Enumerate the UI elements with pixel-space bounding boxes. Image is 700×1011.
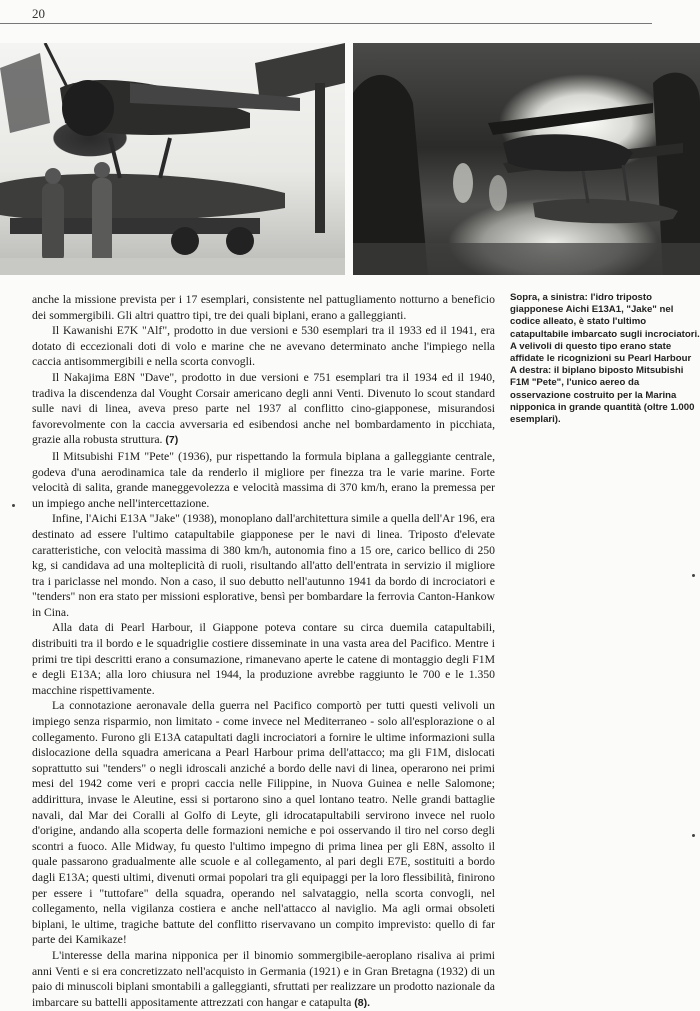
- scan-speck: [692, 574, 695, 577]
- paragraph: [32, 511, 495, 620]
- header-rule: [0, 23, 652, 24]
- paragraph-text: Il Nakajima E8N "Dave", prodotto in due versioni e 751 esemplari tra il 1934 ed il 1940, tradiva la discendenza dal Vought Corsair americano degli anni Venti. Divenuto lo scout standard sulle navi di linea, aveva preso parte nel 1937 al conflitto cino-giapponese, misurandosi favorevolmente con la caccia avversaria ed esibendosi anche nel bombardamento in picchiata, grazie alla robusta struttura.: [32, 370, 495, 447]
- footnote-ref: (8).: [354, 996, 370, 1009]
- photo-left-drawing: [0, 43, 345, 275]
- paragraph: [32, 948, 495, 1011]
- paragraph-text: anche la missione prevista per i 17 esemplari, consistente nel pattugliamento notturno a beneficio dei sommergibili. Gli altri quattro tipi, tre dei quali biplani, erano a galleggianti.: [32, 293, 495, 322]
- paragraph: [32, 698, 495, 948]
- biplane-seaplane-night-photo: [353, 43, 700, 275]
- paragraph-text: L'interesse della marina nipponica per il binomio sommergibile-aeroplano risaliva ai primi anni Venti e si era concretizzato nell'acquisto in Germania (1921) e in Gran Bretagna (1932) di un paio di minuscoli biplani smontabili a galleggianti, sfruttati per realizzare un prodotto nazionale da imbarcare su battelli appositamente attrezzati con hangar e catapulta: [32, 948, 495, 1009]
- paragraph-text: Infine, l'Aichi E13A "Jake" (1938), monoplano dall'architettura simile a quella dell'Ar 196, era destinato ad essere l'ultimo catapultabile giapponese per le navi di linea. Triposto d'elevate caratteristiche, con velocità massima di 380 km/h, autonomia fino a 15 ore, carico bellico di 250 kg, si candidava ad una molteplicità di ruoli, risultando all'atto dell'entrata in servizio il migliore tra i pariclasse nel mondo. Non a caso, il suo debutto nell'autunno 1941 da bordo di incrociatori e "tenders" non era stato per missioni esplorative, bensì per bombardare la ferrovia Canton-Hankow in Cina.: [32, 512, 495, 619]
- scan-speck: [12, 504, 15, 507]
- footnote-ref: (7): [165, 434, 179, 447]
- paragraph: [32, 323, 495, 370]
- page-number: 20: [32, 6, 45, 21]
- paragraph: [32, 449, 495, 511]
- seaplane-on-crane-photo: [0, 43, 345, 275]
- article-body: [32, 292, 495, 1011]
- paragraph-text: Il Mitsubishi F1M "Pete" (1936), pur rispettando la formula biplana a galleggiante centrale, godeva d'una aerodinamica tale da renderlo il migliore per finezza tra le varie marine. Forte velocità di salita, grande maneggevolezza e velocità massima di 370 km/h, erano la premessa per un impiego anche nell'intercettazione.: [32, 449, 495, 510]
- photo-caption: Sopra, a sinistra: l'idro triposto giapponese Aichi E13A1, "Jake" nel codice alleato, è stato l'ultimo catapultabile imbarcato sugli incrociatori. A velivoli di questo tipo erano state affidate le ricognizioni su Pearl Harbour A destra: il biplano biposto Mitsubishi F1M "Pete", l'unico aereo da osservazione costruito per la Marina nipponica in grande quantità (oltre 1.000 esemplari).: [510, 292, 700, 426]
- paragraph: [32, 292, 495, 323]
- scan-speck: [692, 834, 695, 837]
- photo-right-drawing: [353, 43, 700, 275]
- paragraph: [32, 370, 495, 449]
- paragraph: [32, 620, 495, 698]
- paragraph-text: Il Kawanishi E7K "Alf", prodotto in due versioni e 530 esemplari tra il 1933 ed il 1941, era dotato di eccezionali doti di volo e marine che ne avevano determinato anche l'impiego nella caccia antisommergibili e nella scorta convogli.: [32, 324, 495, 369]
- paragraph-text: Alla data di Pearl Harbour, il Giappone poteva contare su circa duemila catapultabili, distribuiti tra il bordo e le squadriglie costiere disseminate in una vasta area del Pacifico. Mentre i primi tre tipi descritti erano a consumazione, rimanevano aperte le catene di montaggio degli F1M e degli E13A; alla loro chiusura nel 1944, la produzione avrebbe raggiunto le 700 e le 1.350 macchine rispettivamente.: [32, 621, 495, 697]
- paragraph-text: La connotazione aeronavale della guerra nel Pacifico comportò per tutti questi velivoli un impiego senza risparmio, non limitato - come invece nel Mediterraneo - solo all'esplorazione o al collegamento. Furono gli E13A catapultati dagli incrociatori a fornire le ultime informazioni sulla dislocazione della squadra americana a Pearl Harbour prima dell'attacco; ma gli F1M, dislocati soprattutto sui "tenders" o negli idroscali anziché a bordo delle navi di linea, operarono nei primi mesi del 1942 come veri e propri caccia nelle Filippine, in Nuova Guinea e nelle Salomone; addirittura, invase le Aleutine, essi si portarono sino a quel lontano teatro. Nelle grandi battaglie navali, dal Mar dei Coralli al Golfo di Leyte, gli idrocatapultabili servirono invece nel ruolo d'origine, andando alla scoperta delle formazioni nemiche e poi osservando il tiro nel corso degli scontri a fuoco. Alle Midway, fu questo l'ultimo impegno di prima linea per gli E8N, assolto il quale passarono gradualmente alle scuole e al collegamento, al pari degli E7E, sostituiti a bordo dagli E13A; questi ultimi, divenuti ormai popolari tra gli equipaggi per la loro flessibilità, finirono per essere i "tuttofare" della squadra, operando nel salvataggio, nella scorta convogli, nel collegamento, nella vigilanza costiera e anche nell'attacco al naviglio. Ma agli ormai obsoleti biplani, le ultime, tragiche battute del conflitto riservavano un compito imprevisto: quello di far parte dei Kamikaze!: [32, 699, 495, 947]
